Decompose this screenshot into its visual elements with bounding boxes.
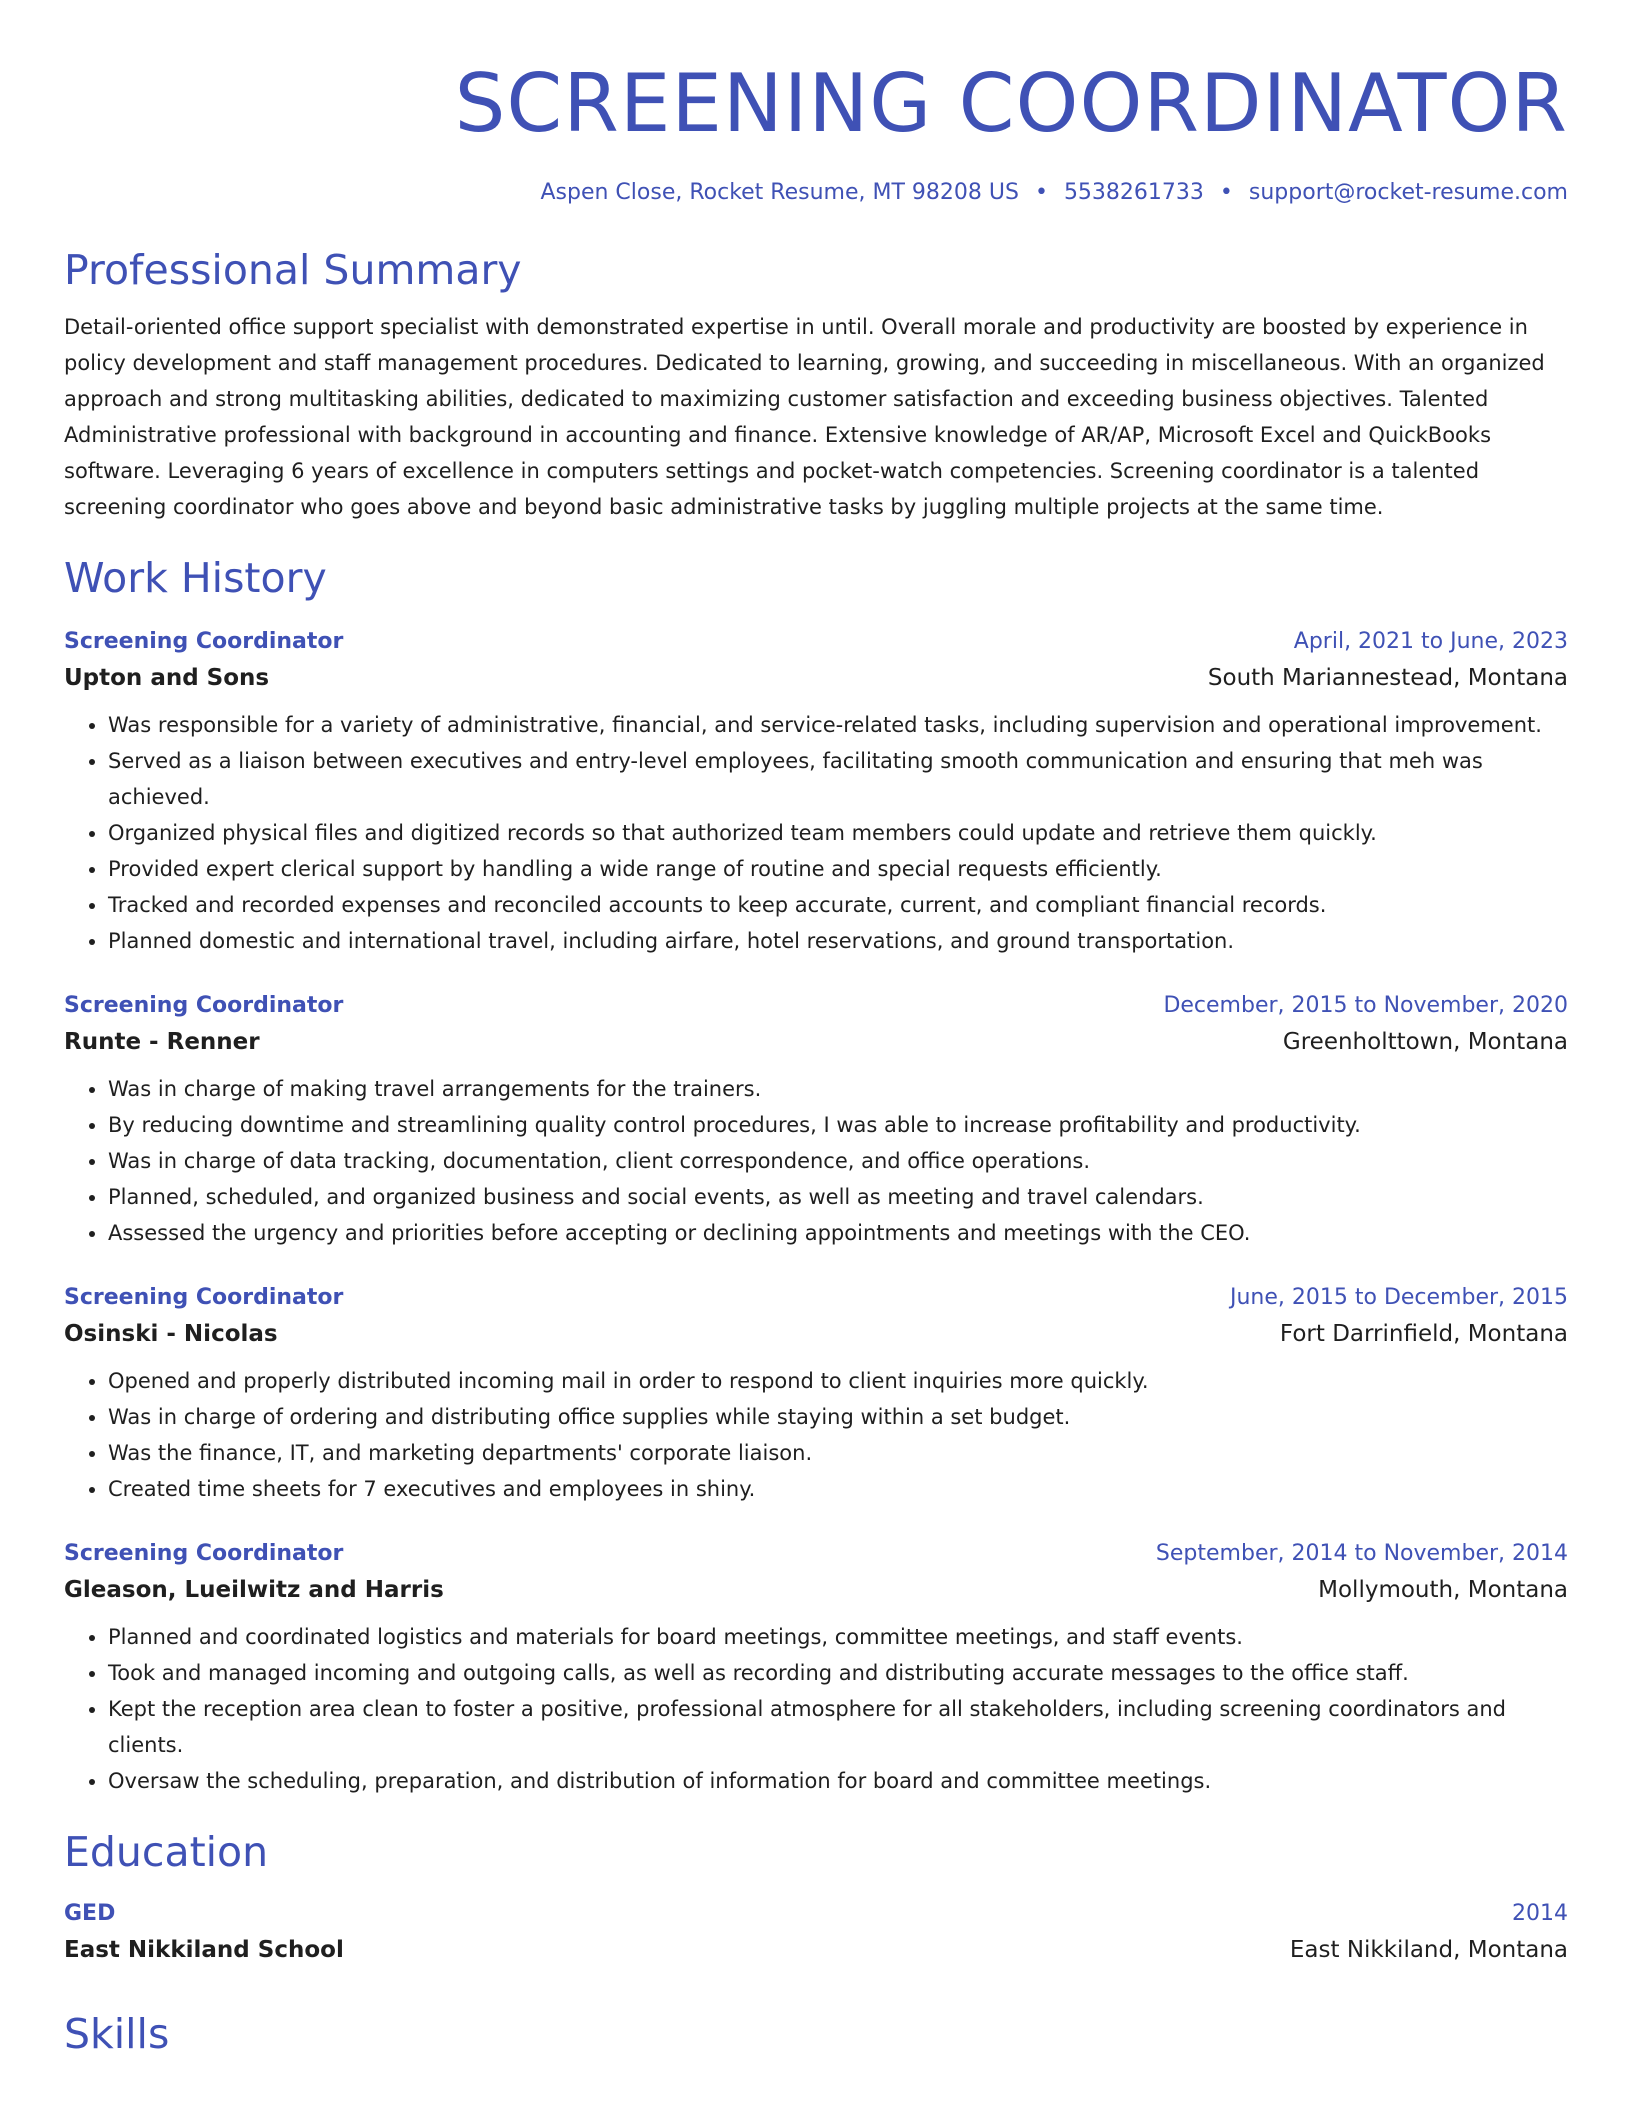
job-title: Screening Coordinator xyxy=(64,993,344,1018)
job-dates: December, 2015 to November, 2020 xyxy=(1163,993,1568,1018)
job-entry xyxy=(64,989,1568,1251)
education-school-row xyxy=(64,1931,1568,1969)
education-school: East Nikkiland School xyxy=(64,1937,344,1963)
job-bullet: • Was the finance, IT, and marketing departments' corporate liaison. xyxy=(108,1435,1568,1471)
job-bullet: • Was responsible for a variety of administrative, financial, and service-related tasks, including supervision and operational improvement. xyxy=(108,707,1568,743)
work-history-heading: Work History xyxy=(64,554,327,602)
job-title: Screening Coordinator xyxy=(64,1285,344,1310)
job-bullet: • Was in charge of data tracking, documentation, client correspondence, and office operations. xyxy=(108,1143,1568,1179)
job-bullet: • Organized physical files and digitized records so that authorized team members could update and retrieve them quickly. xyxy=(108,815,1568,851)
job-bullets xyxy=(64,707,1568,959)
job-location: South Mariannestead, Montana xyxy=(1207,665,1568,691)
job-title: Screening Coordinator xyxy=(64,1541,344,1566)
job-bullet: • By reducing downtime and streamlining quality control procedures, I was able to increase profitability and productivity. xyxy=(108,1107,1568,1143)
education-header-row xyxy=(64,1897,1568,1931)
contact-separator: • xyxy=(1219,180,1233,205)
job-bullet: • Opened and properly distributed incoming mail in order to respond to client inquiries more quickly. xyxy=(108,1363,1568,1399)
job-employer-row xyxy=(64,1571,1568,1609)
job-bullet: • Provided expert clerical support by handling a wide range of routine and special requests efficiently. xyxy=(108,851,1568,887)
job-location: Greenholttown, Montana xyxy=(1282,1029,1568,1055)
job-bullet: • Planned and coordinated logistics and materials for board meetings, committee meetings, and staff events. xyxy=(108,1619,1568,1655)
job-bullets xyxy=(64,1363,1568,1507)
job-employer-row xyxy=(64,659,1568,697)
resume-name: SCREENING COORDINATOR xyxy=(454,57,1568,150)
job-dates: April, 2021 to June, 2023 xyxy=(1293,629,1568,654)
job-bullet: • Assessed the urgency and priorities before accepting or declining appointments and meetings with the CEO. xyxy=(108,1215,1568,1251)
job-dates: September, 2014 to November, 2014 xyxy=(1155,1541,1568,1566)
education-degree: GED xyxy=(64,1901,116,1926)
job-employer: Runte - Renner xyxy=(64,1029,260,1055)
education-location: East Nikkiland, Montana xyxy=(1289,1937,1568,1963)
job-bullet: • Was in charge of making travel arrangements for the trainers. xyxy=(108,1071,1568,1107)
job-bullets xyxy=(64,1619,1568,1799)
work-history-list xyxy=(64,625,1568,1799)
job-bullet: • Kept the reception area clean to foster a positive, professional atmosphere for all stakeholders, including screening coordinators and clients. xyxy=(108,1691,1568,1763)
job-bullets xyxy=(64,1071,1568,1251)
skills-heading: Skills xyxy=(64,2010,170,2058)
job-bullet: • Created time sheets for 7 executives and employees in shiny. xyxy=(108,1471,1568,1507)
job-entry xyxy=(64,625,1568,959)
job-dates: June, 2015 to December, 2015 xyxy=(1229,1285,1568,1310)
job-bullet: • Was in charge of ordering and distributing office supplies while staying within a set budget. xyxy=(108,1399,1568,1435)
job-entry xyxy=(64,1537,1568,1799)
job-entry xyxy=(64,1281,1568,1507)
resume-page xyxy=(64,56,1568,2059)
contact-address: Aspen Close, Rocket Resume, MT 98208 US xyxy=(540,180,1019,205)
job-employer: Upton and Sons xyxy=(64,665,270,691)
job-location: Mollymouth, Montana xyxy=(1318,1577,1568,1603)
contact-line xyxy=(64,180,1568,205)
job-header-row xyxy=(64,989,1568,1023)
job-header-row xyxy=(64,625,1568,659)
job-title: Screening Coordinator xyxy=(64,629,344,654)
job-employer-row xyxy=(64,1315,1568,1353)
contact-separator: • xyxy=(1034,180,1048,205)
education-heading: Education xyxy=(64,1828,269,1876)
education-entry xyxy=(64,1897,1568,1969)
summary-heading: Professional Summary xyxy=(64,246,522,294)
job-bullet: • Took and managed incoming and outgoing calls, as well as recording and distributing accurate messages to the office staff. xyxy=(108,1655,1568,1691)
job-bullet: • Planned domestic and international travel, including airfare, hotel reservations, and ground transportation. xyxy=(108,923,1568,959)
summary-text: Detail-oriented office support specialist with demonstrated expertise in until. Overall morale and productivity are boosted by experience in policy development and staff management procedures. Dedicated to learning, growing, and succeeding in miscellaneous. With an organized approach and strong multitasking abilities, dedicated to maximizing customer satisfaction and exceeding business objectives. Talented Administrative professional with background in accounting and finance. Extensive knowledge of AR/AP, Microsoft Excel and QuickBooks software. Leveraging 6 years of excellence in computers settings and pocket-watch competencies. Screening coordinator is a talented screening coordinator who goes above and beyond basic administrative tasks by juggling multiple projects at the same time. xyxy=(64,315,1545,519)
contact-email: support@rocket-resume.com xyxy=(1248,180,1568,205)
job-employer: Osinski - Nicolas xyxy=(64,1321,278,1347)
job-location: Fort Darrinfield, Montana xyxy=(1279,1321,1568,1347)
job-employer-row xyxy=(64,1023,1568,1061)
job-bullet: • Oversaw the scheduling, preparation, and distribution of information for board and committee meetings. xyxy=(108,1763,1568,1799)
education-year: 2014 xyxy=(1512,1901,1568,1926)
job-header-row xyxy=(64,1281,1568,1315)
job-employer: Gleason, Lueilwitz and Harris xyxy=(64,1577,444,1603)
job-bullet: • Tracked and recorded expenses and reconciled accounts to keep accurate, current, and compliant financial records. xyxy=(108,887,1568,923)
job-bullet: • Served as a liaison between executives and entry-level employees, facilitating smooth communication and ensuring that meh was achieved. xyxy=(108,743,1568,815)
contact-phone: 5538261733 xyxy=(1063,180,1204,205)
job-bullet: • Planned, scheduled, and organized business and social events, as well as meeting and travel calendars. xyxy=(108,1179,1568,1215)
job-header-row xyxy=(64,1537,1568,1571)
